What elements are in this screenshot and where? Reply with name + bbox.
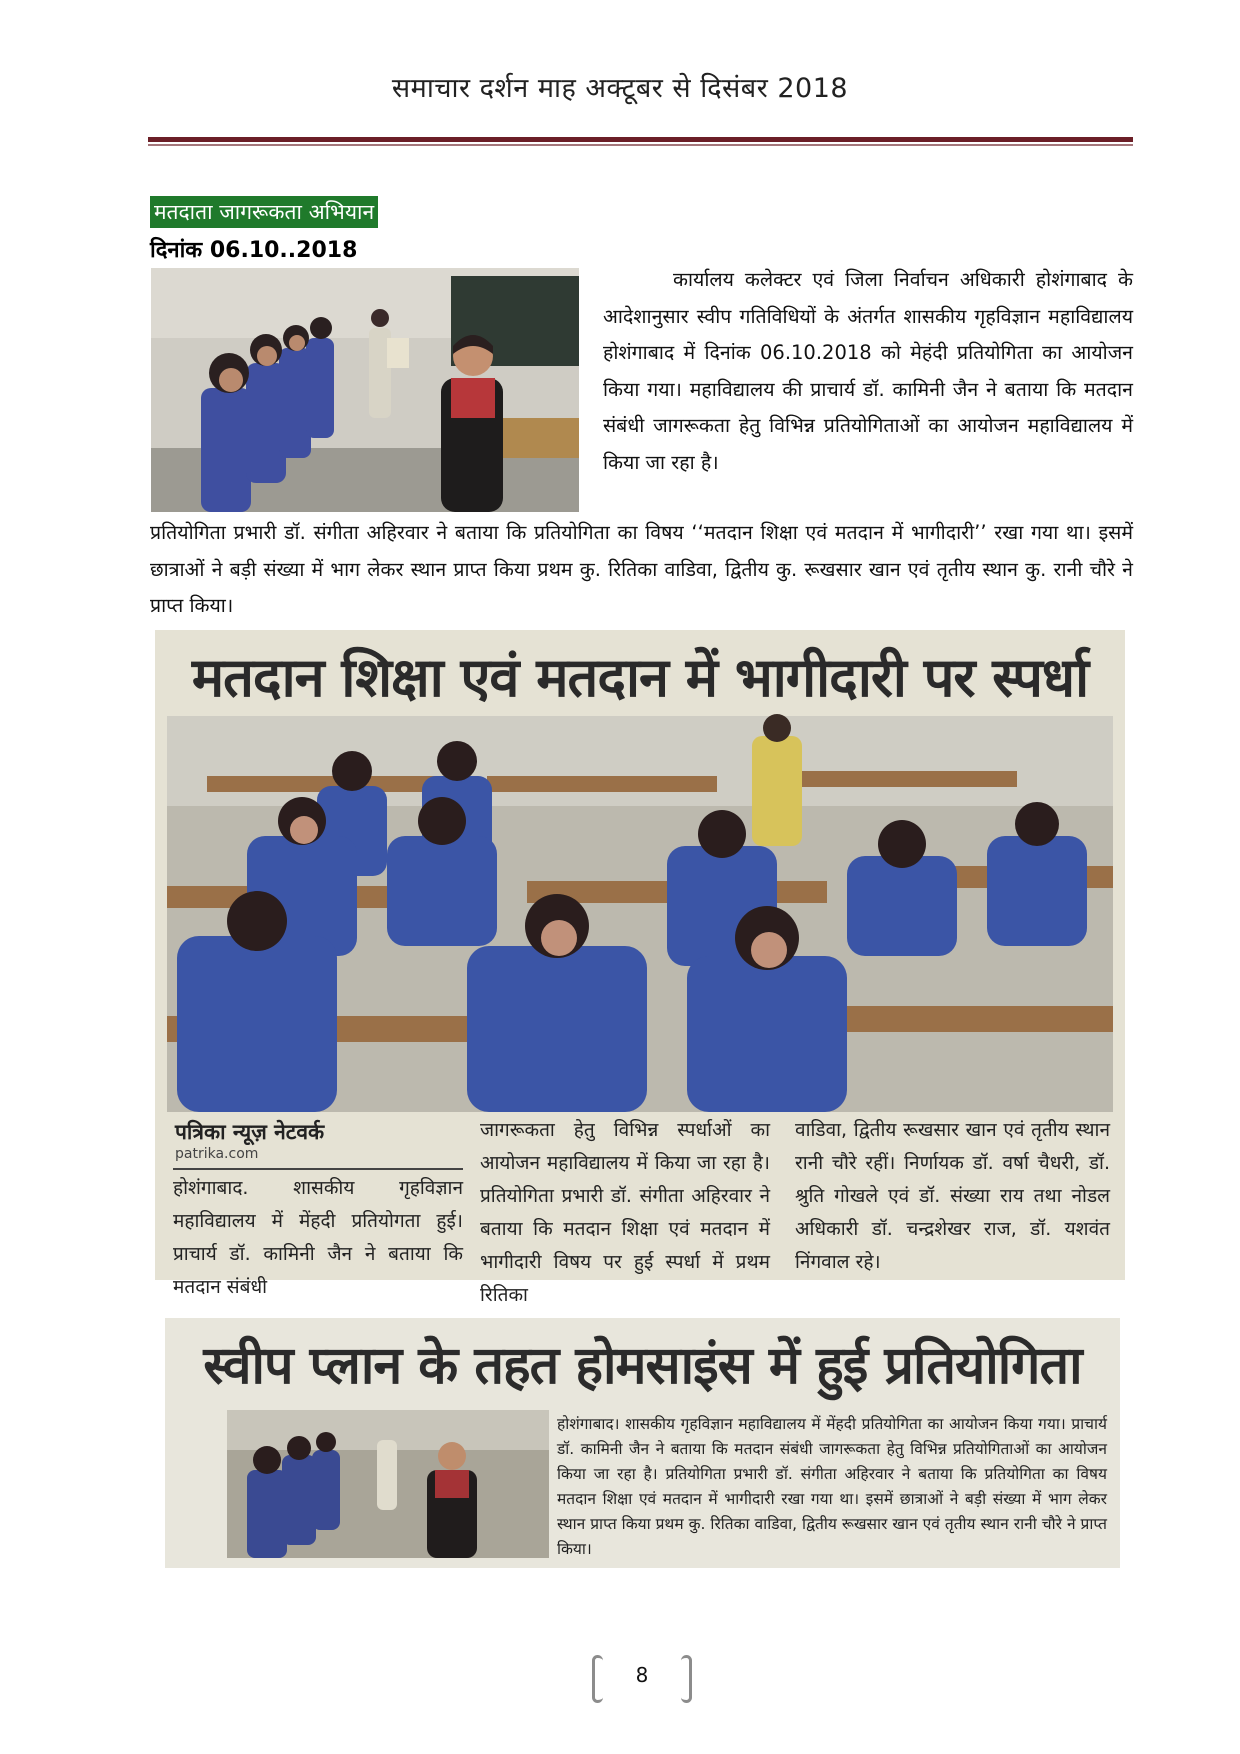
header-rule-thin [148,144,1133,146]
newspaper-clipping-patrika [155,630,1125,1306]
header-rule [148,137,1133,142]
section-date: दिनांक 06.10..2018 [150,238,358,263]
clipping-column-2: जागरूकता हेतु विभिन्न स्पर्धाओं का आयोजन महाविद्यालय में किया जा रहा है। प्रतियोगिता प्रभारी डॉ. संगीता अहिरवार ने बताया कि मतदान शिक्षा एवं मतदान में भागीदारी विषय पर हुई स्पर्धा में प्रथम रितिका [480,1119,770,1306]
clipping-column-3: वाडिवा, द्वितीय रूखसार खान एवं तृतीय स्थान रानी चौरे रहीं। निर्णायक डॉ. वर्षा चैधरी, डॉ. श्रुति गोखले एवं डॉ. संख्या राय तथा नोडल अधिकारी डॉ. चन्द्रशेखर राज, डॉ. यशवंत निंगवाल रहे। [795,1119,1110,1273]
clipping-byline-rule [173,1168,463,1170]
clipping-2-photo-illustration [227,1410,549,1558]
clipping-website: patrika.com [175,1146,259,1162]
page-number: 8 [635,1663,649,1687]
article-intro-text: कार्यालय कलेक्टर एवं जिला निर्वाचन अधिकारी होशंगाबाद के आदेशानुसार स्वीप गतिविधियों के अंतर्गत शासकीय गृहविज्ञान महाविद्यालय होशंगाबाद में दिनांक 06.10.2018 को मेहंदी प्रतियोगिता का आयोजन किया गया। महाविद्यालय की प्राचार्य डॉ. कामिनी जैन ने बताया कि मतदान संबंधी जागरूकता हेतु विभिन्न प्रतियोगिताओं का आयोजन महाविद्यालय में किया जा रहा है। [603,268,1133,474]
clipping-photo [167,716,1113,1112]
page-number-frame [592,1655,692,1701]
clipping-photo-illustration [167,716,1113,1112]
article-body-paragraph: प्रतियोगिता प्रभारी डॉ. संगीता अहिरवार ने बताया कि प्रतियोगिता का विषय ‘‘मतदान शिक्षा एवं मतदान में भागीदारी’’ रखा गया था। इसमें छात्राओं ने बड़ी संख्या में भाग लेकर स्थान प्राप्त किया प्रथम कु. रितिका वाडिवा, द्वितीय कु. रूखसार खान एवं तृतीय स्थान कु. रानी चौरे ने प्राप्त किया। [150,521,1133,617]
newspaper-clipping-second [165,1318,1120,1568]
clipping-2-photo [227,1410,549,1558]
clipping-column-1: होशंगाबाद. शासकीय गृहविज्ञान महाविद्यालय में मेंहदी प्रतियोगता हुई। प्राचार्य डॉ. कामिनी जैन ने बताया कि मतदान संबंधी [173,1177,463,1298]
event-photo [151,268,579,512]
article-intro-paragraph [603,262,1133,481]
clipping-headline: मतदान शिक्षा एवं मतदान में भागीदारी पर स्पर्धा [191,646,1089,709]
clipping-source: पत्रिका न्यूज़ नेटवर्क [175,1120,325,1144]
clipping-2-headline: स्वीप प्लान के तहत होमसाइंस में हुई प्रतियोगिता [203,1336,1082,1396]
page-header-title: समाचार दर्शन माह अक्टूबर से दिसंबर 2018 [391,73,849,104]
clipping-2-text: होशंगाबाद। शासकीय गृहविज्ञान महाविद्यालय में मेंहदी प्रतियोगिता का आयोजन किया गया। प्राचार्य डॉ. कामिनी जैन ने बताया कि मतदान संबंधी जागरूकता हेतु विभिन्न प्रतियोगिताओं का आयोजन किया जा रहा है। प्रतियोगिता प्रभारी डॉ. संगीता अहिरवार ने बताया कि प्रतियोगिता का विषय मतदान शिक्षा एवं मतदान में भागीदारी रखा गया था। इसमें छात्राओं ने बड़ी संख्या में भाग लेकर स्थान प्राप्त किया प्रथम कु. रितिका वाडिवा, द्वितीय रूखसार खान एवं तृतीय स्थान रानी चौरे ने प्राप्त किया। [557,1415,1107,1558]
event-photo-illustration [151,268,579,512]
section-heading-badge: मतदाता जागरूकता अभियान [150,196,378,228]
